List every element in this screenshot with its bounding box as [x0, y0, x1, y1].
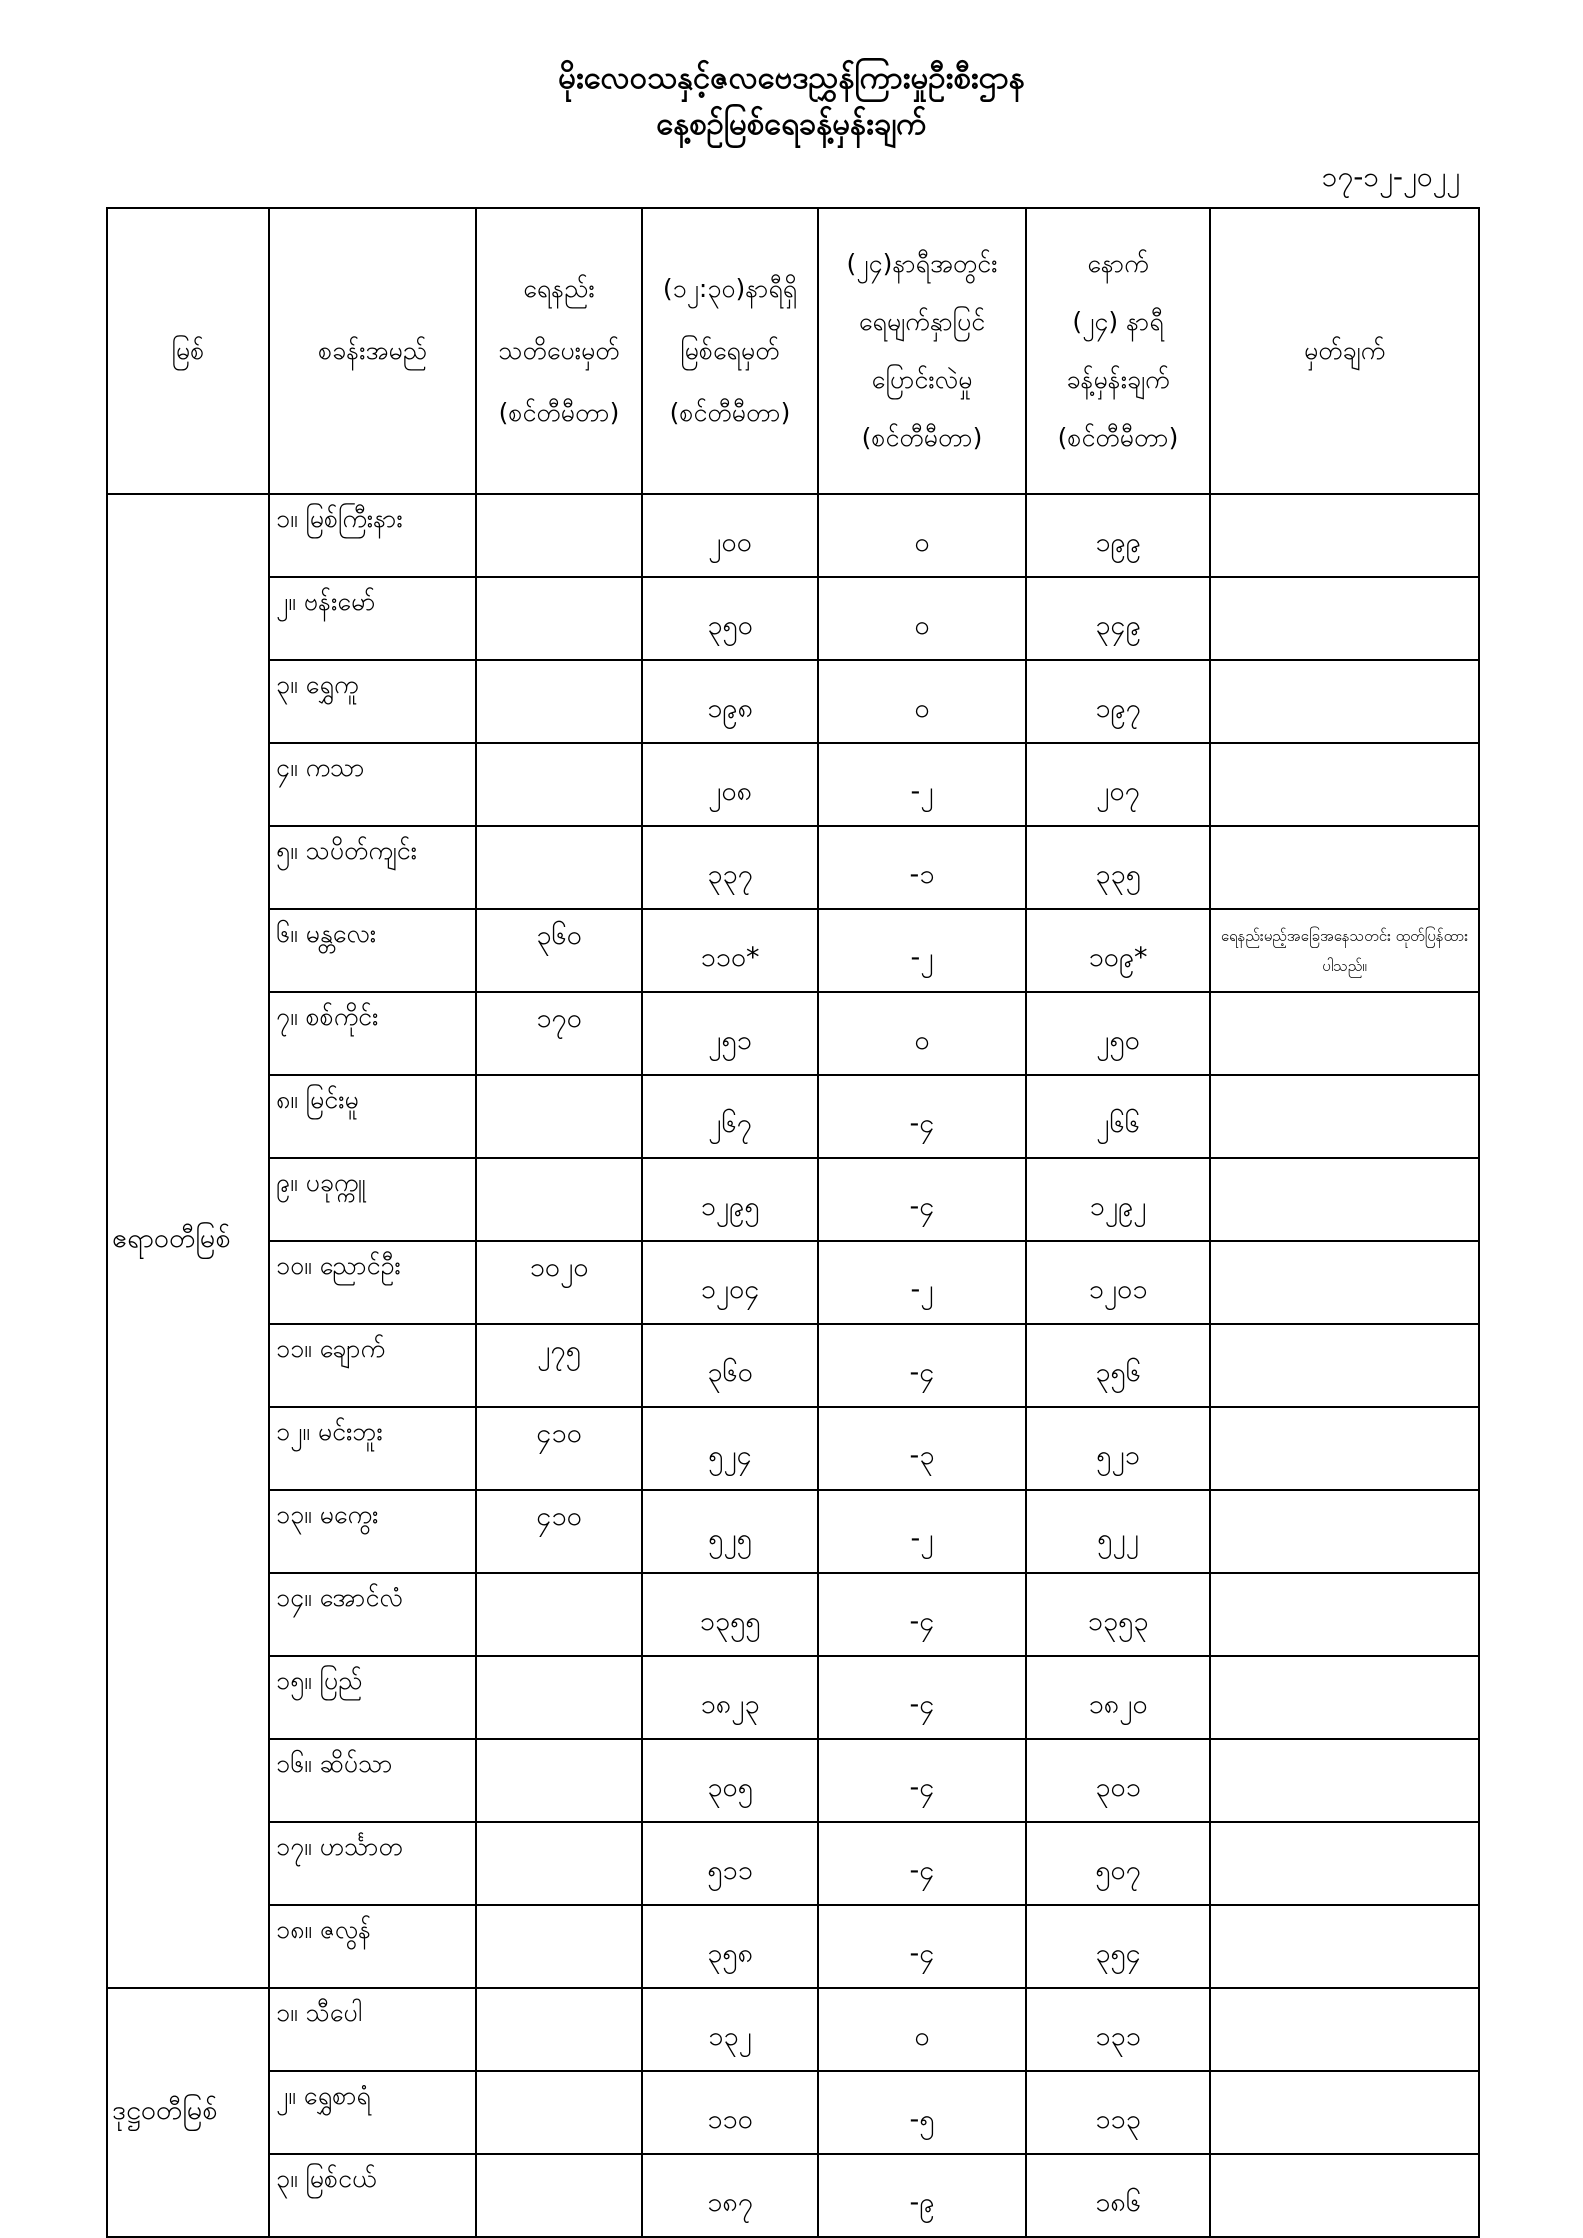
- header-forecast: နောက် (၂၄) နာရီ ခန့်မှန်းချက် (စင်တီမီတာ): [1026, 208, 1210, 494]
- river-name: ဧရာဝတီမြစ်: [107, 494, 269, 1988]
- station-name: ၁၂။ မင်းဘူး: [269, 1407, 476, 1490]
- station-name: ၂။ ဗန်းမော်: [269, 577, 476, 660]
- warning-level: ၂၇၅: [476, 1324, 642, 1407]
- table-row: [107, 494, 1479, 577]
- station-name: ၇။ စစ်ကိုင်း: [269, 992, 476, 1075]
- warning-level: [476, 1075, 642, 1158]
- table-row: [107, 2071, 1479, 2154]
- table-header-row: [107, 208, 1479, 494]
- remarks-cell: [1210, 494, 1479, 577]
- level-change: -၃: [818, 1407, 1026, 1490]
- station-name: ၁၀။ ညောင်ဦး: [269, 1241, 476, 1324]
- remarks-cell: [1210, 992, 1479, 1075]
- current-level: ၅၂၄: [642, 1407, 818, 1490]
- header-remarks: မှတ်ချက်: [1210, 208, 1479, 494]
- level-change: -၄: [818, 1158, 1026, 1241]
- warning-level: [476, 1905, 642, 1988]
- level-change: -၅: [818, 2071, 1026, 2154]
- level-change: -၄: [818, 1075, 1026, 1158]
- station-name: ၁၇။ ဟင်္သာတ: [269, 1822, 476, 1905]
- station-name: ၉။ ပခုက္ကူ: [269, 1158, 476, 1241]
- header-river: မြစ်: [107, 208, 269, 494]
- forecast-level: ၂၀၇: [1026, 743, 1210, 826]
- remarks-cell: [1210, 1324, 1479, 1407]
- station-name: ၅။ သပိတ်ကျင်း: [269, 826, 476, 909]
- river-name: ဒုဋ္ဌဝတီမြစ်: [107, 1988, 269, 2237]
- forecast-level: ၅၂၂: [1026, 1490, 1210, 1573]
- station-name: ၄။ ကသာ: [269, 743, 476, 826]
- remarks-cell: [1210, 2154, 1479, 2237]
- level-change: -၄: [818, 1324, 1026, 1407]
- table-row: [107, 1075, 1479, 1158]
- station-name: ၁၄။ အောင်လံ: [269, 1573, 476, 1656]
- current-level: ၂၆၇: [642, 1075, 818, 1158]
- remarks-cell: [1210, 1241, 1479, 1324]
- current-level: ၁၈၂၃: [642, 1656, 818, 1739]
- table-row: [107, 1324, 1479, 1407]
- forecast-level: ၁၃၁: [1026, 1988, 1210, 2071]
- warning-level: [476, 1656, 642, 1739]
- warning-level: ၁၀၂၀: [476, 1241, 642, 1324]
- station-name: ၈။ မြင်းမူ: [269, 1075, 476, 1158]
- table-row: [107, 909, 1479, 992]
- current-level: ၂၀၀: [642, 494, 818, 577]
- current-level: ၃၆၀: [642, 1324, 818, 1407]
- forecast-level: ၂၆၆: [1026, 1075, 1210, 1158]
- level-change: -၉: [818, 2154, 1026, 2237]
- warning-level: ၃၆၀: [476, 909, 642, 992]
- current-level: ၂၀၈: [642, 743, 818, 826]
- current-level: ၁၃၅၅: [642, 1573, 818, 1656]
- station-name: ၃။ မြစ်ငယ်: [269, 2154, 476, 2237]
- current-level: ၁၁၀: [642, 2071, 818, 2154]
- table-row: [107, 660, 1479, 743]
- warning-level: [476, 1573, 642, 1656]
- level-change: -၄: [818, 1905, 1026, 1988]
- warning-level: [476, 494, 642, 577]
- header-warning-level: ရေနည်း သတိပေးမှတ် (စင်တီမီတာ): [476, 208, 642, 494]
- remarks-cell: [1210, 2071, 1479, 2154]
- department-title: မိုးလေဝသနှင့်ဇလဗေဒညွှန်ကြားမှုဦးစီးဌာန: [558, 60, 1025, 96]
- table-row: [107, 1656, 1479, 1739]
- warning-level: ၁၇၀: [476, 992, 642, 1075]
- current-level: ၁၂၀၄: [642, 1241, 818, 1324]
- report-date: ၁၇-၁၂-၂၀၂၂: [1321, 160, 1460, 193]
- table-row: [107, 1407, 1479, 1490]
- station-name: ၂။ ရွှေစာရံ: [269, 2071, 476, 2154]
- header-station: စခန်းအမည်: [269, 208, 476, 494]
- remarks-cell: [1210, 660, 1479, 743]
- current-level: ၅၁၁: [642, 1822, 818, 1905]
- forecast-level: ၁၁၃: [1026, 2071, 1210, 2154]
- level-change: -၄: [818, 1822, 1026, 1905]
- forecast-level: ၂၅၀: [1026, 992, 1210, 1075]
- forecast-level: ၃၅၄: [1026, 1905, 1210, 1988]
- current-level: ၃၃၇: [642, 826, 818, 909]
- table-row: [107, 992, 1479, 1075]
- level-change: -၄: [818, 1573, 1026, 1656]
- header-24h-change: (၂၄)နာရီအတွင်း ရေမျက်နှာပြင် ပြောင်းလဲမှု (စင်တီမီတာ): [818, 208, 1026, 494]
- table-row: [107, 577, 1479, 660]
- remarks-cell: [1210, 1905, 1479, 1988]
- level-change: ၀: [818, 992, 1026, 1075]
- remarks-cell: [1210, 1407, 1479, 1490]
- warning-level: [476, 826, 642, 909]
- level-change: ၀: [818, 577, 1026, 660]
- current-level: ၃၅၀: [642, 577, 818, 660]
- level-change: -၂: [818, 1241, 1026, 1324]
- current-level: ၁၉၈: [642, 660, 818, 743]
- table-body: [107, 494, 1479, 2237]
- table-row: [107, 1241, 1479, 1324]
- level-change: -၂: [818, 743, 1026, 826]
- current-level: ၃၅၈: [642, 1905, 818, 1988]
- table-row: [107, 1822, 1479, 1905]
- station-name: ၁၃။ မကွေး: [269, 1490, 476, 1573]
- remarks-cell: [1210, 1158, 1479, 1241]
- forecast-level: ၁၈၆: [1026, 2154, 1210, 2237]
- station-name: ၁။ မြစ်ကြီးနား: [269, 494, 476, 577]
- level-change: ၀: [818, 660, 1026, 743]
- warning-level: [476, 1988, 642, 2071]
- warning-level: [476, 660, 642, 743]
- forecast-level: ၁၂၉၂: [1026, 1158, 1210, 1241]
- warning-level: [476, 1822, 642, 1905]
- table-row: [107, 826, 1479, 909]
- station-name: ၁၁။ ချောက်: [269, 1324, 476, 1407]
- table-row: [107, 1490, 1479, 1573]
- level-change: -၂: [818, 1490, 1026, 1573]
- table-row: [107, 1739, 1479, 1822]
- station-name: ၃။ ရွှေကူ: [269, 660, 476, 743]
- current-level: ၁၂၉၅: [642, 1158, 818, 1241]
- warning-level: [476, 2154, 642, 2237]
- forecast-level: ၃၀၁: [1026, 1739, 1210, 1822]
- warning-level: [476, 2071, 642, 2154]
- remarks-cell: [1210, 1739, 1479, 1822]
- level-change: ၀: [818, 1988, 1026, 2071]
- remarks-cell: [1210, 577, 1479, 660]
- table-row: [107, 1573, 1479, 1656]
- remarks-cell: ရေနည်းမည့်အခြေအနေသတင်း ထုတ်ပြန်ထားပါသည်။: [1210, 909, 1479, 992]
- level-change: -၄: [818, 1739, 1026, 1822]
- remarks-cell: [1210, 1988, 1479, 2071]
- level-change: -၂: [818, 909, 1026, 992]
- forecast-level: ၅၀၇: [1026, 1822, 1210, 1905]
- warning-level: [476, 743, 642, 826]
- remarks-cell: [1210, 1656, 1479, 1739]
- station-name: ၁၆။ ဆိပ်သာ: [269, 1739, 476, 1822]
- river-forecast-table: [106, 207, 1480, 2238]
- table-row: [107, 1905, 1479, 1988]
- warning-level: [476, 1158, 642, 1241]
- forecast-level: ၁၂၀၁: [1026, 1241, 1210, 1324]
- current-level: ၁၃၂: [642, 1988, 818, 2071]
- document-header: [0, 55, 1583, 147]
- table-row: [107, 743, 1479, 826]
- station-name: ၁။ သီပေါ: [269, 1988, 476, 2071]
- report-title: နေ့စဉ်မြစ်ရေခန့်မှန်းချက်: [656, 106, 927, 142]
- table-row: [107, 1158, 1479, 1241]
- remarks-cell: [1210, 1075, 1479, 1158]
- forecast-level: ၃၃၅: [1026, 826, 1210, 909]
- current-level: ၂၅၁: [642, 992, 818, 1075]
- remarks-cell: [1210, 1490, 1479, 1573]
- remarks-cell: [1210, 1573, 1479, 1656]
- warning-level: ၄၁၀: [476, 1490, 642, 1573]
- forecast-level: ၃၄၉: [1026, 577, 1210, 660]
- forecast-level: ၁၉၉: [1026, 494, 1210, 577]
- warning-level: [476, 577, 642, 660]
- current-level: ၁၈၇: [642, 2154, 818, 2237]
- station-name: ၆။ မန္တလေး: [269, 909, 476, 992]
- remarks-cell: [1210, 1822, 1479, 1905]
- table-row: [107, 1988, 1479, 2071]
- header-current-level: (၁၂:၃၀)နာရီရှိ မြစ်ရေမှတ် (စင်တီမီတာ): [642, 208, 818, 494]
- forecast-level: ၁၃၅၃: [1026, 1573, 1210, 1656]
- table-row: [107, 2154, 1479, 2237]
- forecast-level: ၁၈၂၀: [1026, 1656, 1210, 1739]
- remarks-cell: [1210, 743, 1479, 826]
- remarks-cell: [1210, 826, 1479, 909]
- level-change: -၄: [818, 1656, 1026, 1739]
- warning-level: ၄၁၀: [476, 1407, 642, 1490]
- forecast-level: ၃၅၆: [1026, 1324, 1210, 1407]
- level-change: -၁: [818, 826, 1026, 909]
- current-level: ၃၀၅: [642, 1739, 818, 1822]
- level-change: ၀: [818, 494, 1026, 577]
- station-name: ၁၅။ ပြည်: [269, 1656, 476, 1739]
- station-name: ၁၈။ ဇလွန်: [269, 1905, 476, 1988]
- forecast-level: ၅၂၁: [1026, 1407, 1210, 1490]
- warning-level: [476, 1739, 642, 1822]
- forecast-level: ၁၀၉*: [1026, 909, 1210, 992]
- current-level: ၅၂၅: [642, 1490, 818, 1573]
- current-level: ၁၁၀*: [642, 909, 818, 992]
- forecast-level: ၁၉၇: [1026, 660, 1210, 743]
